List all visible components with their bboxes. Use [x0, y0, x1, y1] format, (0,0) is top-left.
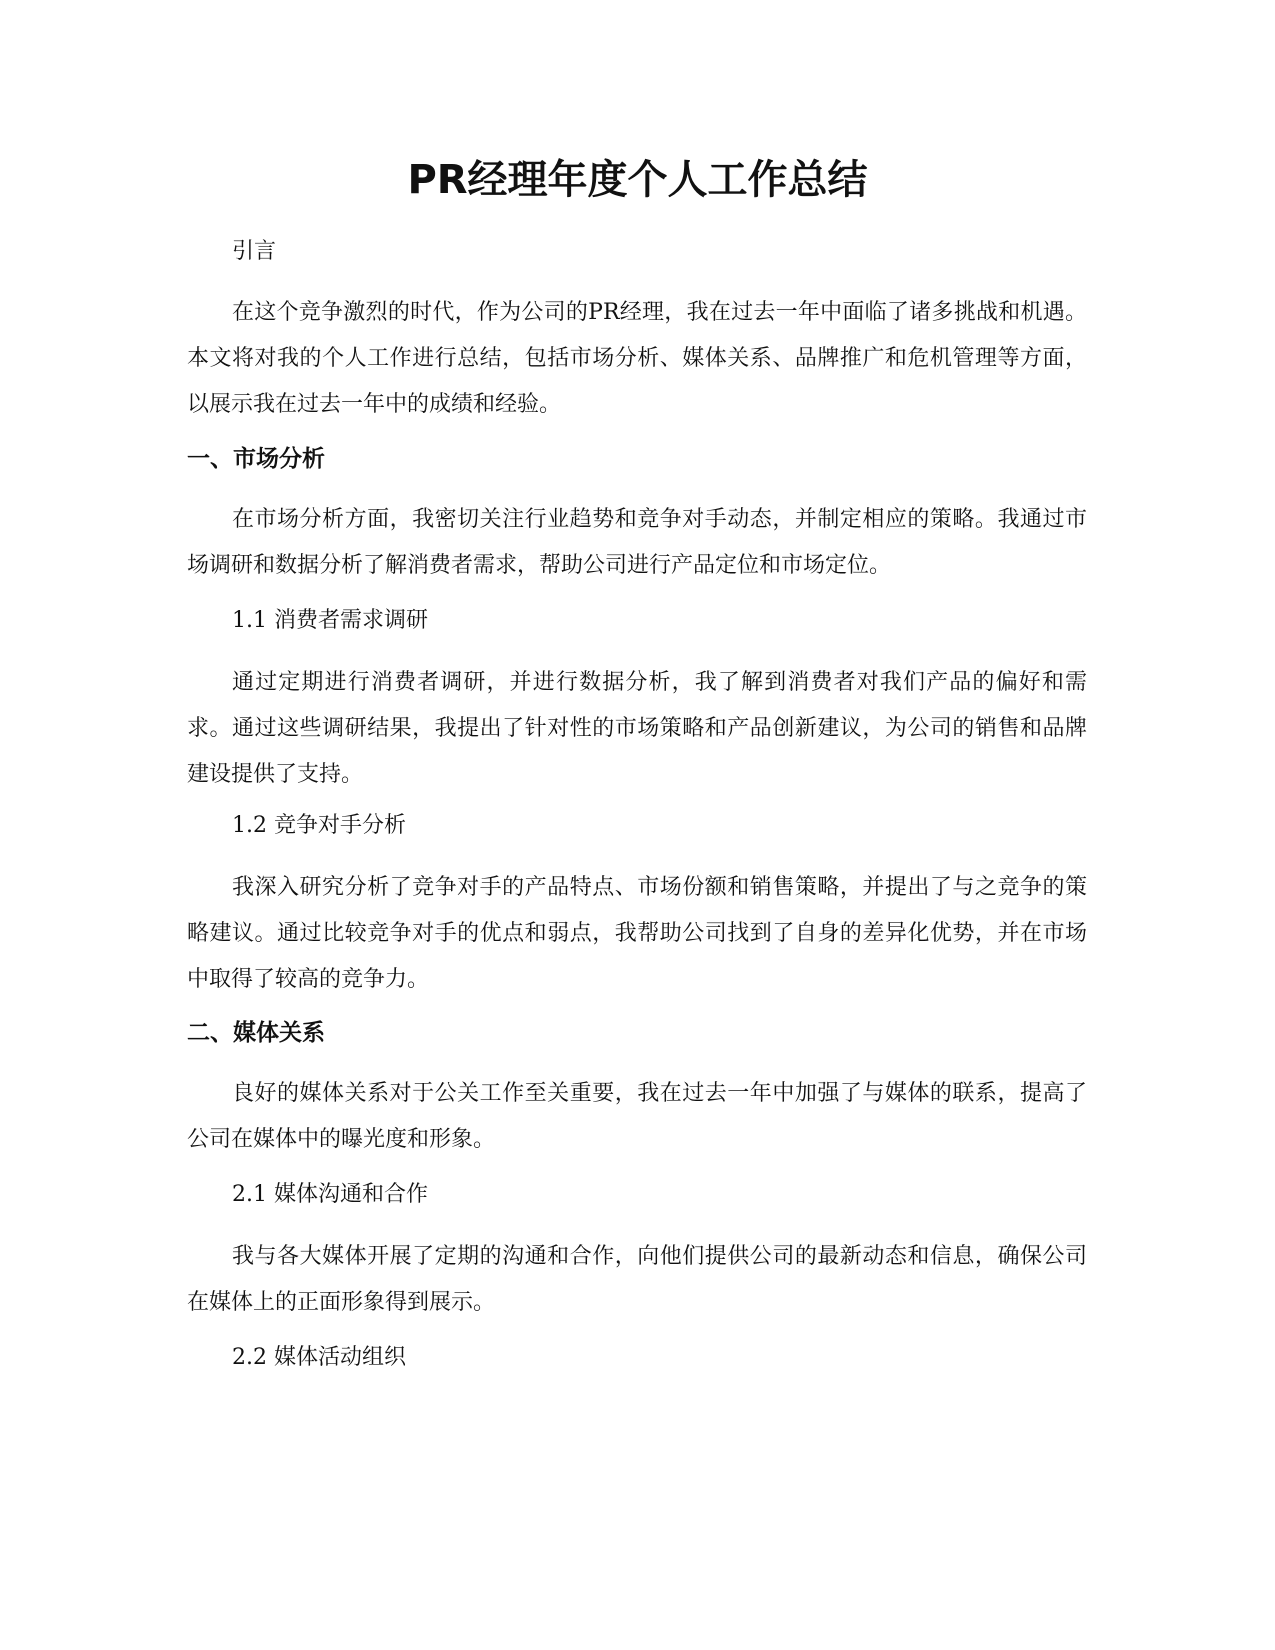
document-title: PR经理年度个人工作总结 [407, 157, 868, 203]
subsection-2-1-paragraph: 我与各大媒体开展了定期的沟通和合作，向他们提供公司的最新动态和信息，确保公司在媒体上的正面形象得到展示。 [187, 1244, 1087, 1315]
subsection-2-1-title: 2.1 媒体沟通和合作 [232, 1182, 428, 1207]
section-1-heading: 一、市场分析 [187, 446, 325, 472]
subsection-1-1-title: 1.1 消费者需求调研 [232, 608, 428, 633]
intro-paragraph: 在这个竞争激烈的时代，作为公司的PR经理，我在过去一年中面临了诸多挑战和机遇。本文将对我的个人工作进行总结，包括市场分析、媒体关系、品牌推广和危机管理等方面，以展示我在过去一年中的成绩和经验。 [187, 300, 1087, 417]
intro-label: 引言 [232, 239, 277, 264]
subsection-2-2-title: 2.2 媒体活动组织 [232, 1345, 406, 1370]
subsection-1-2-paragraph: 我深入研究分析了竞争对手的产品特点、市场份额和销售策略，并提出了与之竞争的策略建议。通过比较竞争对手的优点和弱点，我帮助公司找到了自身的差异化优势，并在市场中取得了较高的竞争力。 [187, 875, 1087, 992]
section-2-paragraph: 良好的媒体关系对于公关工作至关重要，我在过去一年中加强了与媒体的联系，提高了公司在媒体中的曝光度和形象。 [187, 1081, 1087, 1152]
section-1-paragraph: 在市场分析方面，我密切关注行业趋势和竞争对手动态，并制定相应的策略。我通过市场调研和数据分析了解消费者需求，帮助公司进行产品定位和市场定位。 [187, 507, 1087, 578]
subsection-1-2-title: 1.2 竞争对手分析 [232, 813, 406, 838]
section-2-heading: 二、媒体关系 [187, 1020, 325, 1046]
subsection-1-1-paragraph: 通过定期进行消费者调研，并进行数据分析，我了解到消费者对我们产品的偏好和需求。通过这些调研结果，我提出了针对性的市场策略和产品创新建议，为公司的销售和品牌建设提供了支持。 [187, 670, 1087, 787]
